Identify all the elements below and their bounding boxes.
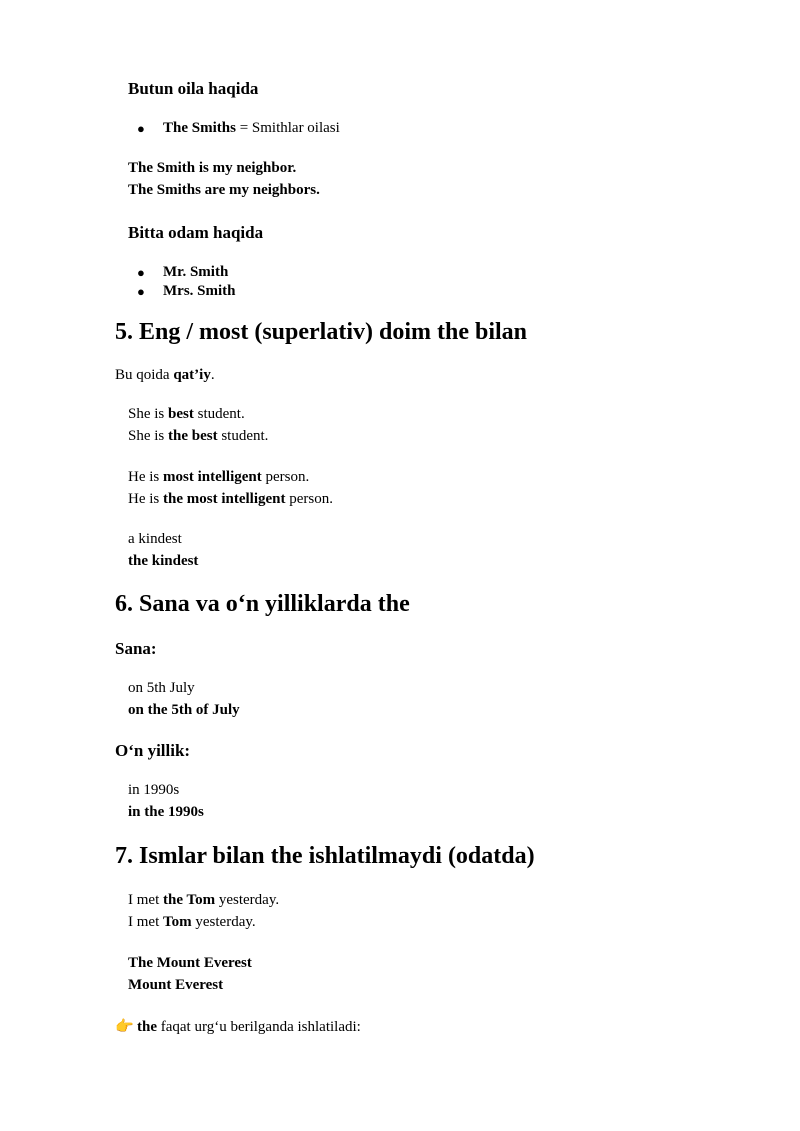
heading-family: Butun oila haqida bbox=[128, 79, 259, 98]
section-heading: 5. Eng / most (superlativ) doim the bilan bbox=[115, 319, 528, 345]
bullet-icon: ● bbox=[137, 265, 145, 280]
example-line: The Smith is my neighbor. bbox=[128, 160, 297, 176]
example-line: He is the most intelligent person. bbox=[128, 491, 333, 507]
example-line: She is the best student. bbox=[128, 428, 269, 444]
example-line: I met Tom yesterday. bbox=[128, 914, 256, 930]
list-item: The Smiths = Smithlar oilasi bbox=[163, 120, 340, 136]
example-line: the kindest bbox=[128, 553, 199, 569]
section-heading: 6. Sana va o‘n yilliklarda the bbox=[115, 591, 410, 617]
example-line: I met the Tom yesterday. bbox=[128, 892, 280, 908]
pointing-hand-icon: 👉 bbox=[115, 1019, 134, 1035]
example-line: Mount Everest bbox=[128, 977, 224, 993]
example-line: in 1990s bbox=[128, 782, 180, 798]
heading-person: Bitta odam haqida bbox=[128, 223, 264, 242]
rule-text: Bu qoida qat’iy. bbox=[115, 367, 215, 383]
example-line: a kindest bbox=[128, 531, 182, 547]
bullet-icon: ● bbox=[137, 121, 145, 136]
list-item: Mrs. Smith bbox=[163, 283, 236, 299]
example-line: on 5th July bbox=[128, 680, 195, 696]
example-line: The Mount Everest bbox=[128, 955, 252, 971]
subheading: Sana: bbox=[115, 639, 157, 658]
example-line: He is most intelligent person. bbox=[128, 469, 310, 485]
example-line: She is best student. bbox=[128, 406, 245, 422]
example-line: on the 5th of July bbox=[128, 702, 240, 718]
section-heading: 7. Ismlar bilan the ishlatilmaydi (odatda) bbox=[115, 843, 535, 869]
subheading: O‘n yillik: bbox=[115, 741, 191, 760]
example-line: The Smiths are my neighbors. bbox=[128, 182, 320, 198]
bullet-icon: ● bbox=[137, 284, 145, 299]
example-line: in the 1990s bbox=[128, 804, 204, 820]
note-line: 👉 the faqat urg‘u berilganda ishlatiladi: bbox=[115, 1019, 361, 1035]
list-item: Mr. Smith bbox=[163, 264, 229, 280]
